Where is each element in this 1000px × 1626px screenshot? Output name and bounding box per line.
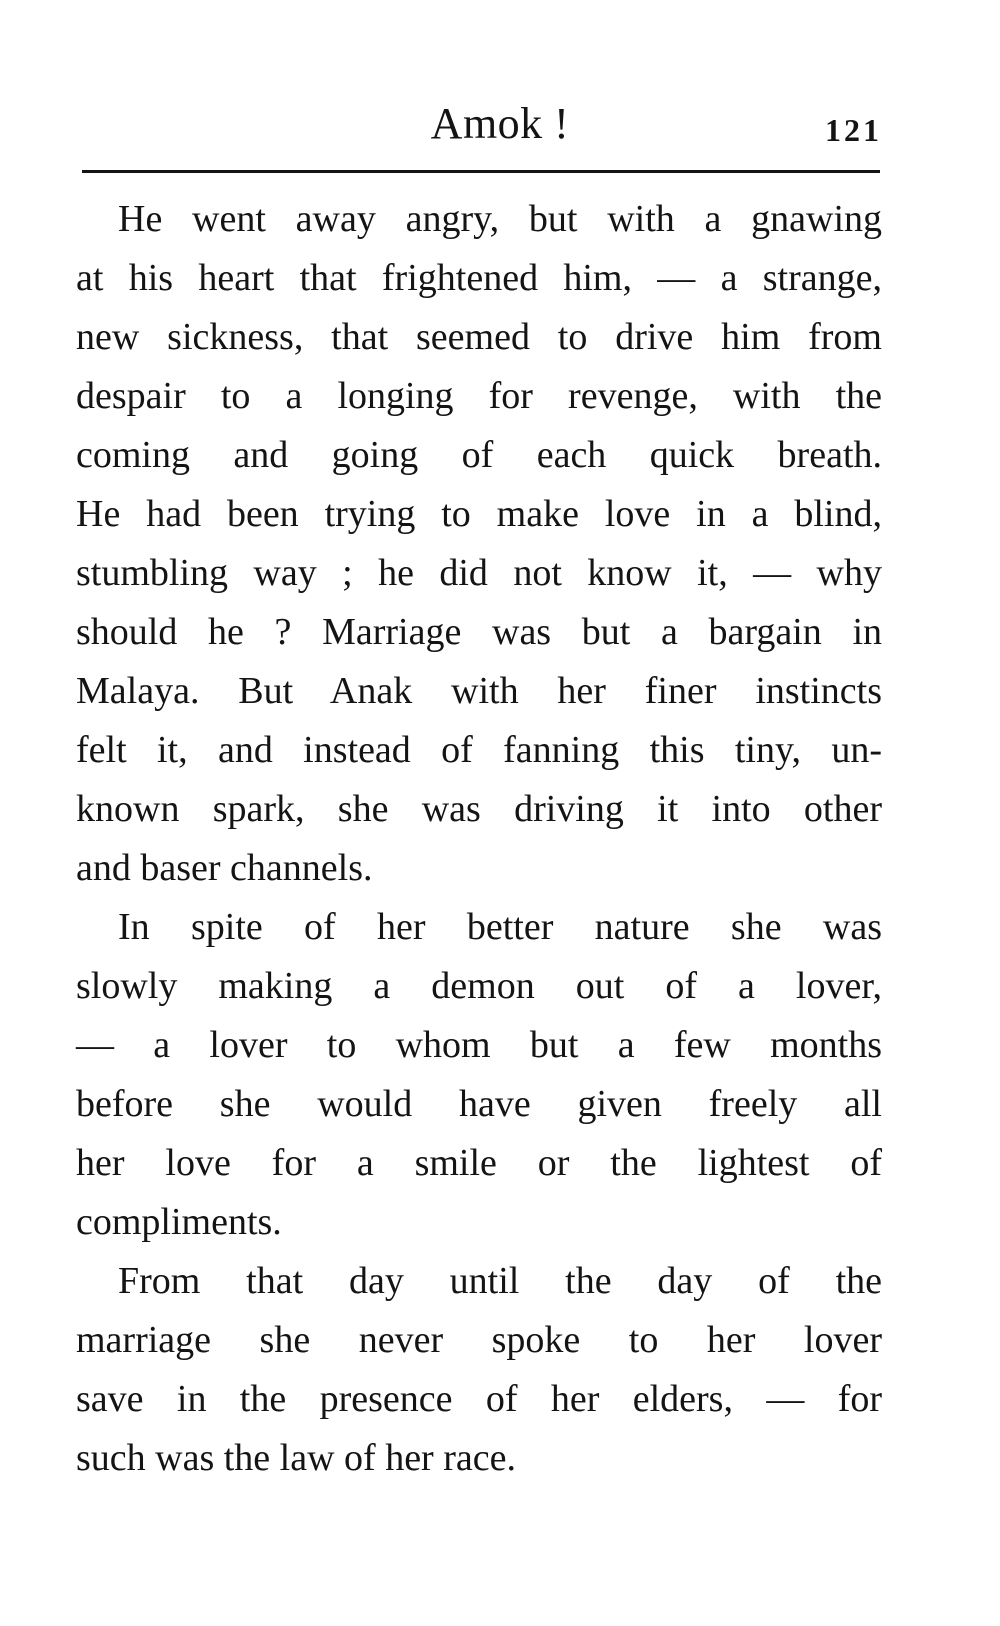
running-title: Amok !	[430, 99, 570, 148]
paragraph-3	[76, 1252, 882, 1488]
text-line: He had been trying to make love in a blind,	[76, 493, 882, 535]
text-line: new sickness, that seemed to drive him from	[76, 316, 882, 358]
paragraph-2	[76, 898, 882, 1252]
text-line: at his heart that frightened him, — a strange,	[76, 257, 882, 299]
text-line: before she would have given freely all	[76, 1083, 882, 1125]
text-line: and baser channels.	[76, 847, 373, 889]
text-line: coming and going of each quick breath.	[76, 434, 882, 476]
text-line: felt it, and instead of fanning this tiny, un-	[76, 729, 882, 771]
text-line: should he ? Marriage was but a bargain in	[76, 611, 882, 653]
text-line: her love for a smile or the lightest of	[76, 1142, 882, 1184]
body-text	[76, 190, 882, 1488]
text-line: — a lover to whom but a few months	[76, 1024, 882, 1066]
page-number: 121	[825, 112, 882, 148]
text-line: compliments.	[76, 1201, 282, 1243]
text-line: known spark, she was driving it into other	[76, 788, 882, 830]
text-line: stumbling way ; he did not know it, — why	[76, 552, 882, 594]
text-line: slowly making a demon out of a lover,	[76, 965, 882, 1007]
text-line: save in the presence of her elders, — for	[76, 1378, 882, 1420]
text-line: despair to a longing for revenge, with the	[76, 375, 882, 417]
header-rule	[82, 170, 880, 173]
text-line: In spite of her better nature she was	[118, 906, 882, 948]
text-line: marriage she never spoke to her lover	[76, 1319, 882, 1361]
text-line: such was the law of her race.	[76, 1437, 516, 1479]
text-line: Malaya. But Anak with her finer instincts	[76, 670, 882, 712]
text-line: He went away angry, but with a gnawing	[118, 198, 882, 240]
paragraph-1	[76, 190, 882, 898]
text-line: From that day until the day of the	[118, 1260, 882, 1302]
